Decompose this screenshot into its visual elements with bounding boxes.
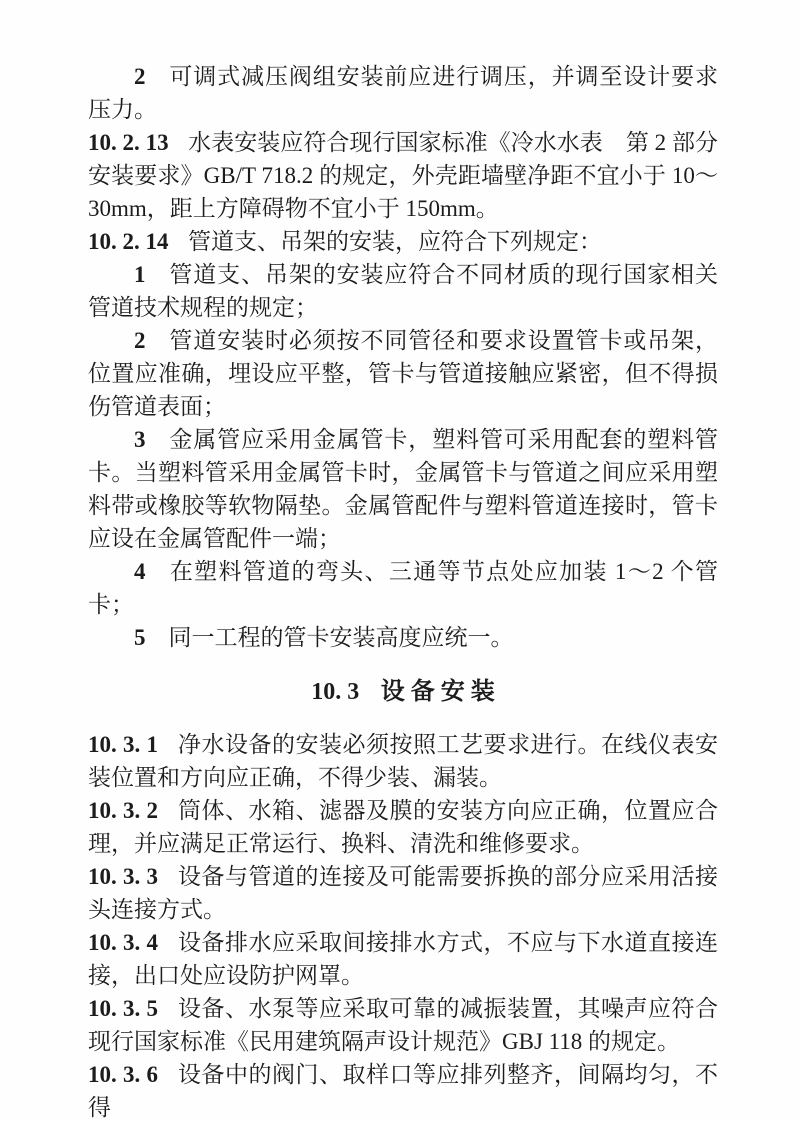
item-number: 3	[134, 427, 146, 452]
clause-text: 水表安装应符合现行国家标准《冷水水表 第 2 部分 安装要求》GB/T 718.2 的规定，外壳距墙壁净距不宜小于 10～30mm，距上方障碍物不宜小于 150mm。	[88, 130, 719, 221]
clause-paragraph	[88, 225, 718, 258]
clause-paragraph	[88, 992, 718, 1058]
list-item-paragraph	[88, 423, 718, 555]
clause-number: 10. 3. 2	[88, 798, 158, 823]
clause-paragraph	[88, 1058, 718, 1124]
clause-paragraph	[88, 126, 718, 225]
item-number: 2	[134, 64, 146, 89]
clause-text: 筒体、水箱、滤器及膜的安装方向应正确，位置应合理，并应满足正常运行、换料、清洗和维修要求。	[88, 798, 719, 856]
list-item-paragraph	[88, 324, 718, 423]
clause-text: 管道支、吊架的安装，应符合下列规定：	[188, 229, 603, 254]
clause-number: 10. 2. 13	[88, 130, 169, 155]
clause-paragraph	[88, 860, 718, 926]
clause-number: 10. 3. 5	[88, 996, 158, 1021]
clause-text: 净水设备的安装必须按照工艺要求进行。在线仪表安装位置和方向应正确，不得少装、漏装。	[88, 732, 719, 790]
list-item-paragraph	[88, 621, 718, 654]
clause-text: 设备、水泵等应采取可靠的减振装置，其噪声应符合现行国家标准《民用建筑隔声设计规范》GBJ 118 的规定。	[88, 996, 719, 1054]
document-content	[88, 60, 718, 1124]
item-number: 2	[134, 328, 146, 353]
section-number: 10. 3	[311, 679, 360, 705]
section-heading	[88, 676, 718, 709]
clause-text: 设备排水应采取间接排水方式，不应与下水道直接连接，出口处应设防护网罩。	[88, 930, 719, 988]
item-number: 4	[134, 559, 146, 584]
item-text: 金属管应采用金属管卡，塑料管可采用配套的塑料管卡。当塑料管采用金属管卡时，金属管卡与管道之间应采用塑料带或橡胶等软物隔垫。金属管配件与塑料管道连接时，管卡应设在金属管配件一端；	[88, 427, 718, 551]
clause-number: 10. 3. 3	[88, 864, 158, 889]
clause-paragraph	[88, 728, 718, 794]
clause-paragraph	[88, 794, 718, 860]
clause-number: 10. 3. 4	[88, 930, 158, 955]
item-text: 在塑料管道的弯头、三通等节点处应加装 1～2 个管卡；	[88, 559, 718, 617]
item-text: 管道支、吊架的安装应符合不同材质的现行国家相关管道技术规程的规定；	[88, 262, 718, 320]
clause-paragraph	[88, 926, 718, 992]
section-title: 设 备 安 装	[380, 679, 495, 705]
item-text: 管道安装时必须按不同管径和要求设置管卡或吊架，位置应准确，埋设应平整，管卡与管道接触应紧密，但不得损伤管道表面；	[88, 328, 718, 419]
item-number: 5	[134, 625, 146, 650]
clause-number: 10. 3. 6	[88, 1062, 158, 1087]
item-text: 同一工程的管卡安装高度应统一。	[168, 625, 514, 650]
item-text: 可调式减压阀组安装前应进行调压，并调至设计要求压力。	[88, 64, 718, 122]
clause-text: 设备与管道的连接及可能需要拆换的部分应采用活接头连接方式。	[88, 864, 719, 922]
list-item-paragraph	[88, 258, 718, 324]
clause-number: 10. 3. 1	[88, 732, 158, 757]
list-item-paragraph	[88, 555, 718, 621]
item-number: 1	[134, 262, 146, 287]
clause-number: 10. 2. 14	[88, 229, 169, 254]
list-item-paragraph	[88, 60, 718, 126]
clause-text: 设备中的阀门、取样口等应排列整齐，间隔均匀，不得	[88, 1062, 719, 1120]
